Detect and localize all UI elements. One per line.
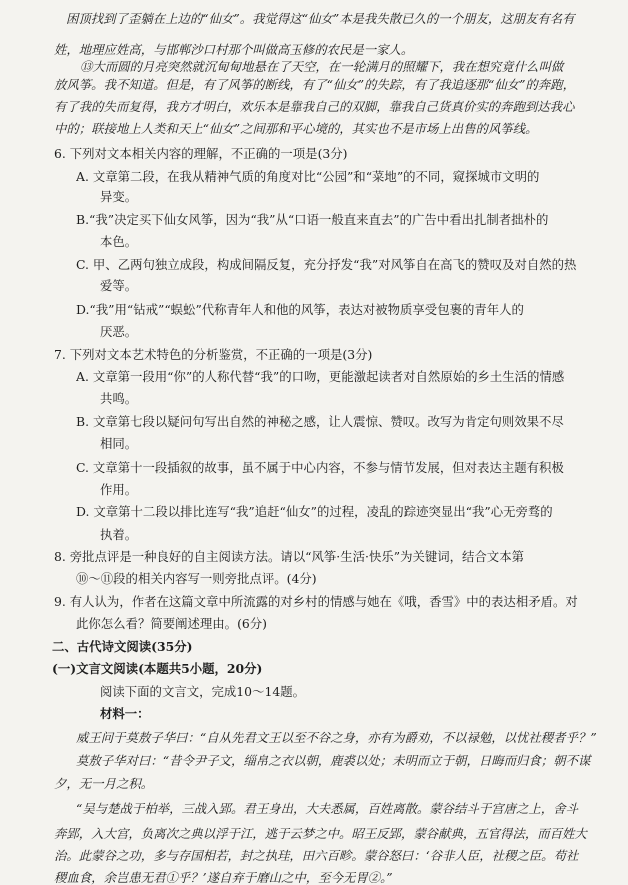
classical-line: 莫敖子华对曰：“昔令尹子文，缁帛之衣以朝，鹿裘以处；未明而立于朝，日晦而归食；朝不谋 — [76, 754, 591, 768]
passage-line: 中的；联接地上人类和天上“仙女”之间那和平心境的，其实也不是市场上出售的风筝线。 — [54, 122, 538, 136]
passage-line: 姓，地理应姓高，与邯郸沙口村那个叫做高玉修的农民是一家人。 — [54, 43, 414, 57]
classical-line: 稷血食，余岂患无君①乎？’遂自弃于磨山之中，至今无胃②。” — [54, 871, 393, 885]
q7-option-c-cont: 作用。 — [100, 483, 138, 497]
classical-line: 奔郢，入大宫，负离次之典以浮于江，逃于云梦之中。昭王反郢，蒙谷献典，五官得法，而百姓大 — [54, 827, 587, 841]
q7-option-b-cont: 相同。 — [100, 437, 138, 451]
passage-line: 放风筝。我不知道。但是，有了风筝的断线，有了“仙女”的失踪，有了我追逐那“仙女”的奔跑， — [54, 78, 575, 92]
q6-option-a-cont: 异变。 — [100, 190, 138, 204]
q6-option-b-cont: 本色。 — [100, 235, 138, 249]
reading-instruction: 阅读下面的文言文，完成10～14题。 — [100, 685, 306, 699]
q7-option-a-cont: 共鸣。 — [100, 392, 138, 406]
q6-option-c-cont: 爱等。 — [100, 279, 138, 293]
section-heading: 二、古代诗文阅读(35分) — [52, 640, 193, 654]
passage-line: 有了我的失而复得，我方才明白，欢乐本是靠我自己的双脚，靠我自己货真价实的奔跑到达我心 — [54, 100, 575, 114]
question-8-cont: ⑩～⑪段的相关内容写一则旁批点评。(4分) — [76, 572, 317, 586]
classical-line: 治。此蒙谷之功，多与存国相若，封之执珪，田六百畛。蒙谷怒曰：‘谷非人臣，社稷之臣。苟社 — [54, 849, 579, 863]
classical-line: 威王问于莫敖子华曰：“自从先君文王以至不谷之身，亦有为爵劝，不以禄勉，以忧社稷者乎？” — [76, 731, 597, 745]
q6-option-d: D.“我”用“钻戒”“蜈蚣”代称青年人和他的风筝，表达对被物质享受包裹的青年人的 — [76, 303, 524, 317]
q6-option-c: C. 甲、乙两句独立成段，构成间隔反复，充分抒发“我”对风筝自在高飞的赞叹及对自然的热 — [76, 258, 577, 272]
q7-option-b: B. 文章第七段以疑问句写出自然的神秘之感，让人震惊、赞叹。改写为肯定句则效果不尽 — [76, 415, 564, 429]
material-label: 材料一： — [100, 707, 150, 721]
q7-option-d: D. 文章第十二段以排比连写“我”追赶“仙女”的过程，凌乱的踪迹突显出“我”心无旁骛的 — [76, 505, 553, 519]
question-6-stem: 6. 下列对文本相关内容的理解，不正确的一项是(3分) — [54, 147, 348, 161]
q7-option-d-cont: 执着。 — [100, 528, 138, 542]
q7-option-c: C. 文章第十一段插叙的故事，虽不属于中心内容，不参与情节发展，但对表达主题有积极 — [76, 461, 564, 475]
question-9: 9. 有人认为，作者在这篇文章中所流露的对乡村的情感与她在《哦，香雪》中的表达相矛盾。对 — [54, 595, 578, 609]
passage-line: ⑬大而圆的月亮突然就沉甸甸地悬在了天空，在一轮满月的照耀下，我在想究竟什么叫做 — [80, 60, 564, 74]
q6-option-a: A. 文章第二段，在我从精神气质的角度对比“公园”和“菜地”的不同，窥探城市文明的 — [76, 170, 540, 184]
question-8: 8. 旁批点评是一种良好的自主阅读方法。请以“风筝·生活·快乐”为关键词，结合文本第 — [54, 550, 524, 564]
classical-line: 夕，无一月之积。 — [54, 777, 154, 791]
classical-line: “吴与楚战于柏举，三战入郢。君王身出，大夫悉属，百姓离散。蒙谷结斗于宫唐之上，舍斗 — [76, 802, 578, 816]
q6-option-b: B.“我”决定买下仙女风筝，因为“我”从“口语一般直来直去”的广告中看出扎制者拙朴的 — [76, 213, 549, 227]
question-9-cont: 此你怎么看？简要阐述理由。(6分) — [76, 617, 268, 631]
q7-option-a: A. 文章第一段用“你”的人称代替“我”的口吻，更能激起读者对自然原始的乡土生活的情感 — [76, 370, 565, 384]
passage-line: 困顶找到了歪躺在上边的“仙女”。我觉得这“仙女”本是我失散已久的一个朋友，这朋友有名有 — [66, 12, 575, 26]
question-7-stem: 7. 下列对文本艺术特色的分析鉴赏，不正确的一项是(3分) — [54, 348, 373, 362]
q6-option-d-cont: 厌恶。 — [100, 325, 138, 339]
subsection-heading: (一)文言文阅读(本题共5小题，20分) — [52, 662, 263, 676]
